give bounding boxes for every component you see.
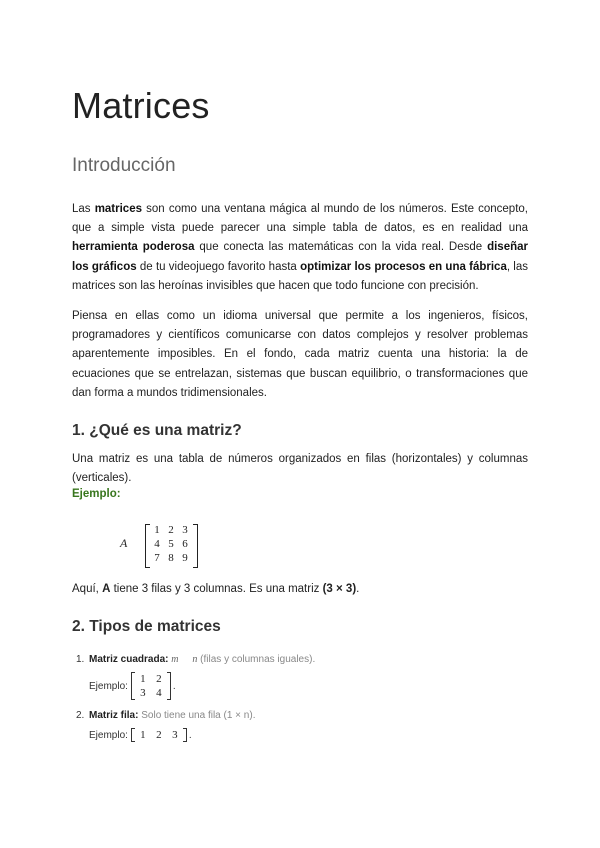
text-run: Las <box>72 203 95 215</box>
bold-run: optimizar los procesos en una fábrica <box>300 260 507 273</box>
list-item-matriz-fila <box>72 708 528 764</box>
text-run: , las matrices son las heroínas invisibles que hacen que todo funcione con precisión. <box>72 260 529 292</box>
example-label: Ejemplo: <box>89 680 128 692</box>
right-bracket <box>193 524 198 568</box>
matrix-cell: 1 <box>140 729 146 741</box>
matrix-variable: A <box>120 536 128 550</box>
document-page <box>72 0 528 848</box>
matrix-cell: 1 <box>140 673 146 685</box>
text-run: Aquí, <box>72 583 103 595</box>
section-heading-tipos: 2. Tipos de matrices <box>72 618 221 635</box>
tipos-list <box>72 652 528 764</box>
period: . <box>188 729 192 741</box>
text-run: tiene 3 filas y 3 columnas. Es una matriz <box>110 583 323 595</box>
text-run: son como una ventana mágica al mundo de los números. Este concepto, que a simple vista puede parecer una simple tabla de datos, es en realidad una <box>72 203 528 235</box>
text-run: . <box>356 583 360 595</box>
bold-run: herramienta poderosa <box>72 241 195 254</box>
matrix-grid <box>135 728 183 742</box>
example-label: Ejemplo: <box>72 488 121 500</box>
list-item-text <box>89 654 315 665</box>
example-label: Ejemplo: <box>89 729 128 741</box>
matrix-cell: 3 <box>140 687 146 699</box>
term-name: Matriz fila: <box>89 710 139 721</box>
list-number: 2. <box>76 710 85 721</box>
matrix-cell: 4 <box>156 687 162 699</box>
bold-run: matrices <box>94 203 142 215</box>
matrix-cell: 4 <box>154 538 160 550</box>
left-bracket <box>131 728 135 742</box>
section-subtitle-introduccion: Introducción <box>72 155 176 176</box>
matrix-cell: 9 <box>182 552 188 564</box>
small-matrix <box>131 728 187 742</box>
term-name: Matriz cuadrada: <box>89 654 169 665</box>
math-n: n <box>192 654 198 665</box>
text-run: que conecta las matemáticas con la vida real. Desde <box>194 241 488 254</box>
matrix-cell: 2 <box>168 524 174 536</box>
period: . <box>172 680 176 692</box>
example-row <box>89 728 192 742</box>
right-bracket <box>167 672 171 700</box>
page-title: Matrices <box>72 85 210 126</box>
matrix-cell: 7 <box>154 552 160 564</box>
term-desc: Solo tiene una fila (1 × n). <box>141 710 256 721</box>
matrix-cell: 2 <box>156 673 162 685</box>
matrix-grid <box>135 672 167 700</box>
bold-run: (3 × 3) <box>322 583 357 595</box>
example-row <box>89 672 176 700</box>
list-item-text <box>89 710 255 721</box>
matrix-cell: 5 <box>168 538 174 550</box>
matrix-cell: 3 <box>182 524 188 536</box>
matrix-cell: 3 <box>172 729 178 741</box>
bold-run: A <box>102 583 111 595</box>
matrix-cell: 6 <box>182 538 188 550</box>
term-desc: (filas y columnas iguales). <box>200 654 316 665</box>
section-heading-que-es-matriz: 1. ¿Qué es una matriz? <box>72 422 242 439</box>
text-run: de tu videojuego favorito hasta <box>136 260 301 273</box>
matrix-cell: 1 <box>154 524 160 536</box>
math-m: m <box>171 654 179 665</box>
left-bracket <box>131 672 135 700</box>
bold-run: diseñar los gráficos <box>72 241 528 273</box>
list-item-matriz-cuadrada <box>72 652 528 708</box>
matrix-note <box>72 583 359 595</box>
intro-paragraph-1 <box>72 200 528 296</box>
right-bracket <box>183 728 187 742</box>
matrix-cell: 2 <box>156 729 162 741</box>
list-number: 1. <box>76 654 85 665</box>
definition-paragraph: Una matriz es una tabla de números organizados en filas (horizontales) y columnas (verticales). <box>72 453 528 485</box>
small-matrix <box>131 672 171 700</box>
matrix-cell: 8 <box>168 552 174 564</box>
matrix-grid <box>150 523 192 565</box>
intro-paragraph-2: Piensa en ellas como un idioma universal que permite a los ingenieros, físicos, programadores y científicos comunicarse con datos complejos y resolver problemas aparentemente imposibles. En el fondo, cada matriz cuenta una historia: la de ecuaciones que se entrelazan, sistemas que buscan equilibrio, o transformaciones que dan forma a mundos tridimensionales. <box>72 310 528 399</box>
